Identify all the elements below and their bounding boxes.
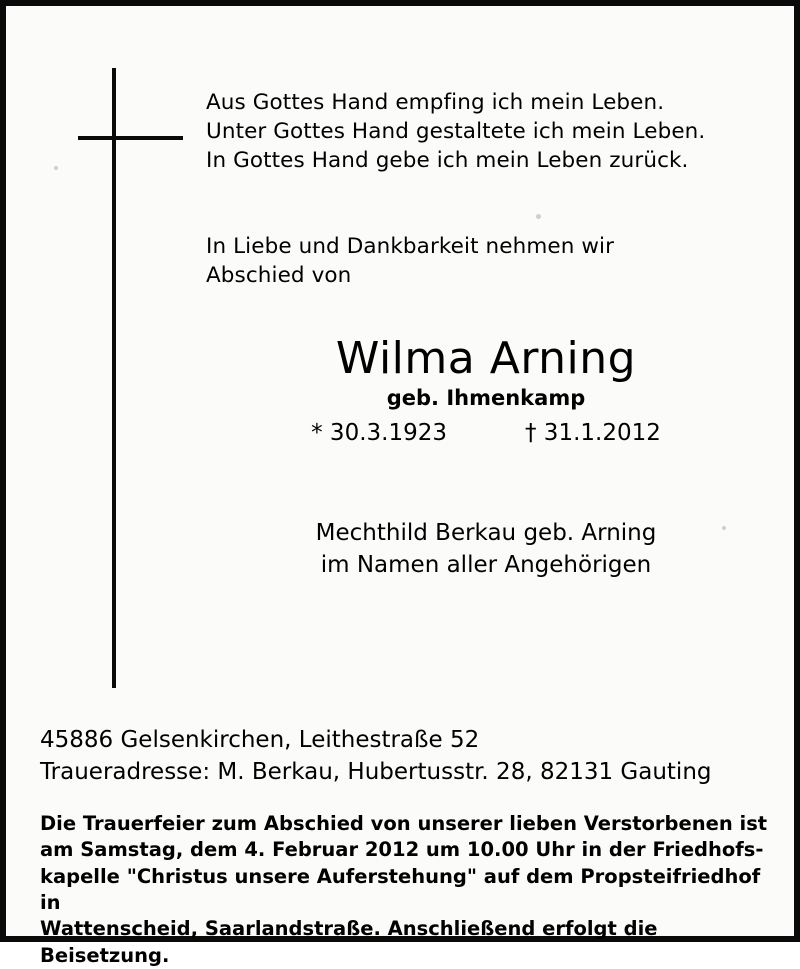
death-date: † 31.1.2012 xyxy=(525,420,661,447)
notice-inner xyxy=(6,6,794,967)
intro-line: In Liebe und Dankbarkeit nehmen wir xyxy=(206,233,615,259)
verse-line: Aus Gottes Hand empfing ich mein Leben. xyxy=(206,90,665,115)
survivors-block xyxy=(206,518,766,581)
verse-line: Unter Gottes Hand gestaltete ich mein Leben. xyxy=(206,119,706,145)
verse-line: In Gottes Hand gebe ich mein Leben zurück. xyxy=(206,148,689,174)
deceased-maiden-name: geb. Ihmenkamp xyxy=(386,386,586,411)
funeral-details-block xyxy=(40,811,778,969)
mourning-address-line: Traueradresse: M. Berkau, Hubertusstr. 28, 82131 Gauting xyxy=(40,759,712,786)
cross-horizontal-bar xyxy=(78,136,183,140)
funeral-details-line: Die Trauerfeier zum Abschied von unserer lieben Verstorbenen ist xyxy=(40,812,768,835)
deceased-name: Wilma Arning xyxy=(335,333,637,385)
funeral-details-line: Wattenscheid, Saarlandstraße. Anschließend erfolgt die Beisetzung. xyxy=(40,917,658,967)
life-dates xyxy=(206,420,766,446)
notice-content xyxy=(206,88,766,581)
funeral-details-line: am Samstag, dem 4. Februar 2012 um 10.00 Uhr in der Friedhofs- xyxy=(40,838,764,862)
cross-vertical-bar xyxy=(112,68,116,688)
survivor-line: Mechthild Berkau geb. Arning xyxy=(315,520,657,547)
intro-line: Abschied von xyxy=(206,262,352,288)
intro-block xyxy=(206,232,766,290)
paper-speck xyxy=(54,166,58,170)
address-line: 45886 Gelsenkirchen, Leithestraße 52 xyxy=(40,727,480,753)
address-block xyxy=(40,724,770,788)
birth-date: * 30.3.1923 xyxy=(311,420,447,447)
survivor-line: im Namen aller Angehörigen xyxy=(320,551,652,578)
verse-block xyxy=(206,88,766,176)
cross-icon xyxy=(78,68,188,688)
funeral-details-line: kapelle "Christus unsere Auferstehung" auf dem Propsteifriedhof in xyxy=(40,864,761,914)
